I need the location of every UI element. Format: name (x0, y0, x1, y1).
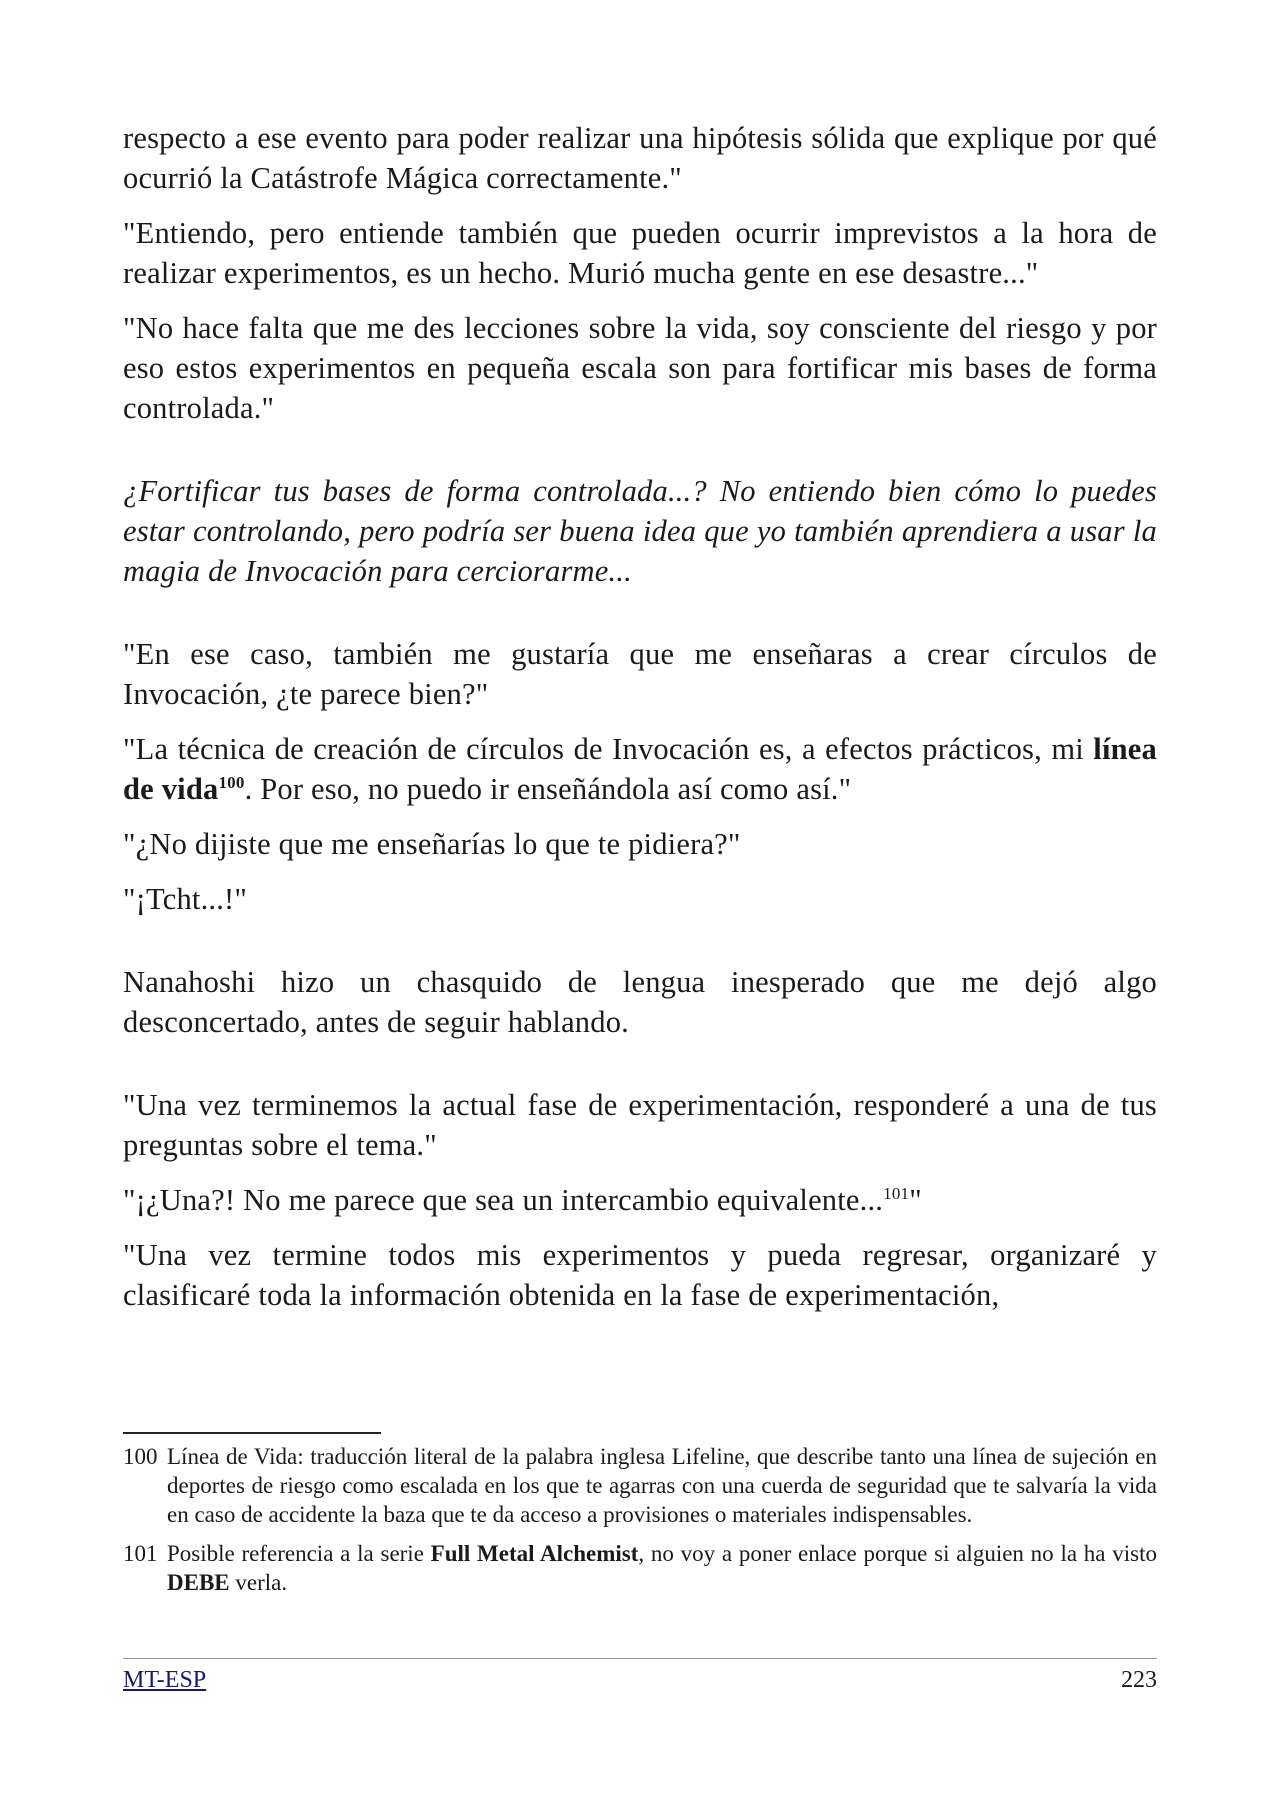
paragraph-gap (123, 443, 1157, 471)
text-run: ¿Fortificar tus bases de forma controlada...? No entiendo bien cómo lo puedes estar controlando, pero podría ser buena idea que yo también aprendiera a usar la magia de Invocación para cerciorarme... (123, 474, 1157, 588)
footnote-separator (123, 1432, 381, 1434)
footnote-number: 100 (123, 1444, 158, 1469)
inner-thought-paragraph (123, 471, 1157, 591)
page-footer (123, 1658, 1157, 1695)
footnotes (123, 1432, 1157, 1607)
footer-site-link[interactable]: MT-ESP (123, 1667, 207, 1693)
footnote (123, 1442, 1157, 1529)
text-run: Línea de Vida: traducción literal de la palabra inglesa Lifeline, que describe tanto una línea de sujeción en deportes de riesgo como escalada en los que te agarras con una cuerda de seguridad que te salvaría la vida en caso de accidente la baza que te da acceso a provisiones o materiales indispensables. (167, 1444, 1157, 1527)
footnote-reference[interactable]: 100 (218, 772, 245, 792)
text-run: "En ese caso, también me gustaría que me enseñaras a crear círculos de Invocación, ¿te parece bien?" (123, 637, 1157, 711)
footnote-reference[interactable]: 101 (883, 1183, 910, 1203)
bold-text: Full Metal Alchemist (430, 1541, 639, 1566)
text-run: "La técnica de creación de círculos de Invocación es, a efectos prácticos, mi (123, 732, 1094, 766)
bold-text: línea de vida (123, 732, 1157, 806)
page-body (123, 118, 1157, 1330)
paragraph-gap (123, 606, 1157, 634)
text-run: "No hace falta que me des lecciones sobre la vida, soy consciente del riesgo y por eso estos experimentos en pequeña escala son para fortificar mis bases de forma controlada." (123, 311, 1157, 425)
paragraph (123, 118, 1157, 198)
paragraph (123, 824, 1157, 864)
text-run: Nanahoshi hizo un chasquido de lengua inesperado que me dejó algo desconcertado, antes de seguir hablando. (123, 965, 1157, 1039)
text-run: "¡Tcht...!" (123, 882, 248, 916)
paragraph (123, 308, 1157, 428)
paragraph (123, 1180, 1157, 1220)
paragraph (123, 962, 1157, 1042)
text-run: verla. (229, 1570, 288, 1595)
text-run: "¿No dijiste que me enseñarías lo que te pidiera?" (123, 827, 741, 861)
footnote (123, 1539, 1157, 1597)
text-run: , no voy a poner enlace porque si alguien no la ha visto (638, 1541, 1158, 1566)
paragraph (123, 1085, 1157, 1165)
paragraph (123, 1235, 1157, 1315)
text-run: "Una vez terminemos la actual fase de experimentación, responderé a una de tus preguntas sobre el tema." (123, 1088, 1157, 1162)
bold-text: DEBE (167, 1570, 230, 1595)
footnote-list (123, 1442, 1157, 1597)
text-run: "Entiendo, pero entiende también que pueden ocurrir imprevistos a la hora de realizar experimentos, es un hecho. Murió mucha gente en ese desastre..." (123, 216, 1157, 290)
footnote-text (167, 1539, 1157, 1597)
paragraph (123, 879, 1157, 919)
page-number: 223 (1121, 1667, 1157, 1693)
text-run: " (909, 1183, 922, 1217)
paragraph-gap (123, 934, 1157, 962)
text-run: "¡¿Una?! No me parece que sea un intercambio equivalente... (123, 1183, 884, 1217)
text-run: "Una vez termine todos mis experimentos y pueda regresar, organizaré y clasificaré toda la información obtenida en la fase de experimentación, (123, 1238, 1157, 1312)
footnote-text (167, 1442, 1157, 1529)
footnote-number: 101 (123, 1541, 158, 1566)
text-run: Posible referencia a la serie (167, 1541, 431, 1566)
paragraph-gap (123, 1057, 1157, 1085)
paragraph (123, 729, 1157, 809)
paragraph (123, 634, 1157, 714)
text-run: . Por eso, no puedo ir enseñándola así como así." (244, 772, 852, 806)
paragraph (123, 213, 1157, 293)
text-run: respecto a ese evento para poder realizar una hipótesis sólida que explique por qué ocurrió la Catástrofe Mágica correctamente." (123, 121, 1157, 195)
